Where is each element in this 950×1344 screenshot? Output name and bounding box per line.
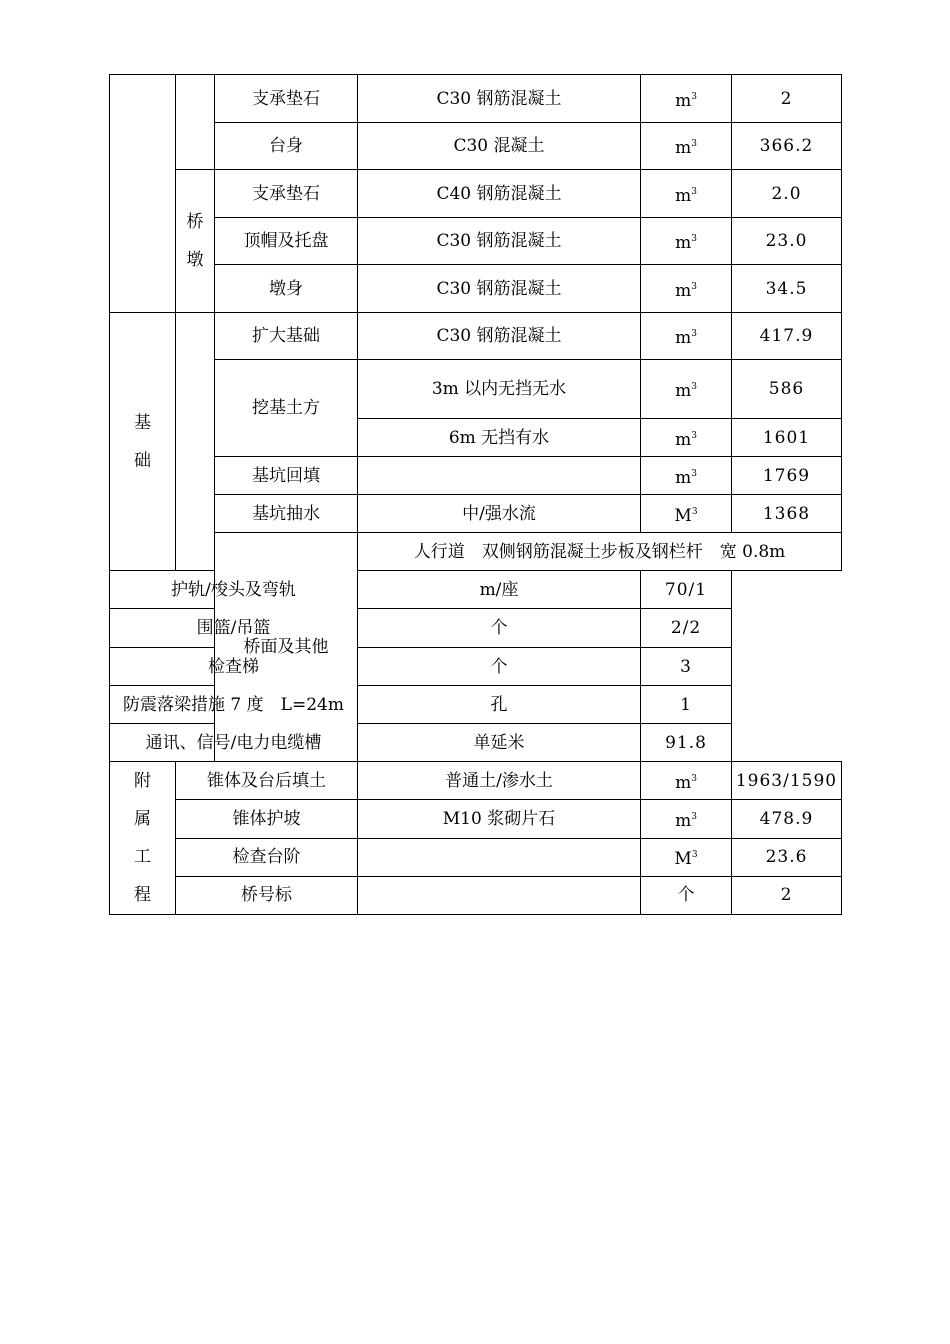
item-cell: 围篮/吊篮: [110, 609, 358, 648]
qty-cell: 23.6: [732, 838, 842, 876]
qty-cell: 586: [732, 360, 842, 419]
item-cell: 检查台阶: [176, 838, 358, 876]
unit-cell: $m^3$: [641, 313, 732, 360]
unit-cell: $m^3$: [641, 265, 732, 313]
table-row: [110, 75, 842, 123]
table-row: [110, 838, 842, 876]
group-cell-qiaomian: 桥面及其他: [215, 533, 358, 762]
spec-cell: 3m 以内无挡无水: [358, 360, 641, 419]
unit-cell: $m^3$: [641, 457, 732, 495]
item-cell: 防震落梁措施 7 度 L=24m: [110, 686, 358, 724]
table-row: [110, 313, 842, 360]
item-cell: 台身: [215, 123, 358, 170]
item-cell: 挖基土方: [215, 360, 358, 457]
qty-cell: 1601: [732, 419, 842, 457]
table-row: [110, 170, 842, 218]
item-cell: 通讯、信号/电力电缆槽: [110, 724, 358, 762]
unit-cell: $m^3$: [641, 419, 732, 457]
unit-cell: 个: [358, 648, 641, 686]
unit-cell: $m^3$: [641, 762, 732, 800]
item-cell: 锥体及台后填土: [176, 762, 358, 800]
qty-cell: 1: [641, 686, 732, 724]
qty-cell: 1963/1590: [732, 762, 842, 800]
qty-cell: 3: [641, 648, 732, 686]
qty-cell: 91.8: [641, 724, 732, 762]
table-row: [110, 265, 842, 313]
item-cell: 支承垫石: [215, 75, 358, 123]
item-cell: 锥体护坡: [176, 800, 358, 838]
table-row: [110, 533, 842, 571]
spec-cell: C30 钢筋混凝土: [358, 313, 641, 360]
unit-cell: 单延米: [358, 724, 641, 762]
table-row: [110, 686, 842, 724]
table-row: [110, 609, 842, 648]
item-cell: 扩大基础: [215, 313, 358, 360]
table-row: [110, 800, 842, 838]
unit-cell: $M^3$: [641, 838, 732, 876]
group-cell-jichu: 基础: [110, 313, 176, 571]
unit-cell: $m^3$: [641, 170, 732, 218]
sub-group-cell-empty: [176, 313, 215, 571]
table-row: [110, 123, 842, 170]
qty-cell: 2: [732, 75, 842, 123]
qty-cell: 366.2: [732, 123, 842, 170]
spec-cell: 普通土/渗水土: [358, 762, 641, 800]
table-row: [110, 571, 842, 609]
unit-cell: 个: [358, 609, 641, 648]
unit-cell: $m^3$: [641, 360, 732, 419]
item-cell: 检查梯: [110, 648, 358, 686]
qty-cell: 2.0: [732, 170, 842, 218]
qty-cell: 34.5: [732, 265, 842, 313]
qty-cell: 2: [732, 876, 842, 914]
table-row: [110, 360, 842, 419]
sub-group-cell-qiaodun: 桥墩: [176, 170, 215, 313]
item-cell: 护轨/梭头及弯轨: [110, 571, 358, 609]
spec-cell: 中/强水流: [358, 495, 641, 533]
table-row: [110, 495, 842, 533]
qty-cell: 2/2: [641, 609, 732, 648]
item-cell: 人行道 双侧钢筋混凝土步板及钢栏杆 宽 0.8m: [358, 533, 842, 571]
qty-cell: 417.9: [732, 313, 842, 360]
table-row: [110, 762, 842, 800]
item-cell: 基坑抽水: [215, 495, 358, 533]
unit-cell: m/座: [358, 571, 641, 609]
qty-cell: 23.0: [732, 218, 842, 265]
table-row: [110, 457, 842, 495]
table-row: [110, 218, 842, 265]
unit-cell: $M^3$: [641, 495, 732, 533]
spec-cell: C30 钢筋混凝土: [358, 265, 641, 313]
qty-cell: 1769: [732, 457, 842, 495]
sub-group-cell-empty: [176, 75, 215, 170]
spec-cell: C40 钢筋混凝土: [358, 170, 641, 218]
unit-cell: 孔: [358, 686, 641, 724]
item-cell: 桥号标: [176, 876, 358, 914]
spec-cell: [358, 457, 641, 495]
unit-cell: $m^3$: [641, 75, 732, 123]
spec-cell: C30 混凝土: [358, 123, 641, 170]
table-row: [110, 724, 842, 762]
item-cell: 支承垫石: [215, 170, 358, 218]
item-cell: 墩身: [215, 265, 358, 313]
qty-cell: 478.9: [732, 800, 842, 838]
table-row: [110, 648, 842, 686]
group-cell-fushu: 附属工程: [110, 762, 176, 915]
spec-cell: [358, 876, 641, 914]
table-row: [110, 876, 842, 914]
qty-cell: 70/1: [641, 571, 732, 609]
spec-cell: C30 钢筋混凝土: [358, 218, 641, 265]
unit-cell: $m^3$: [641, 218, 732, 265]
qty-cell: 1368: [732, 495, 842, 533]
spec-cell: [358, 838, 641, 876]
spec-cell: M10 浆砌片石: [358, 800, 641, 838]
item-cell: 基坑回填: [215, 457, 358, 495]
quantity-table: [109, 74, 842, 915]
unit-cell: 个: [641, 876, 732, 914]
item-cell: 顶帽及托盘: [215, 218, 358, 265]
unit-cell: $m^3$: [641, 123, 732, 170]
spec-cell: 6m 无挡有水: [358, 419, 641, 457]
group-cell-empty: [110, 75, 176, 313]
spec-cell: C30 钢筋混凝土: [358, 75, 641, 123]
unit-cell: $m^3$: [641, 800, 732, 838]
